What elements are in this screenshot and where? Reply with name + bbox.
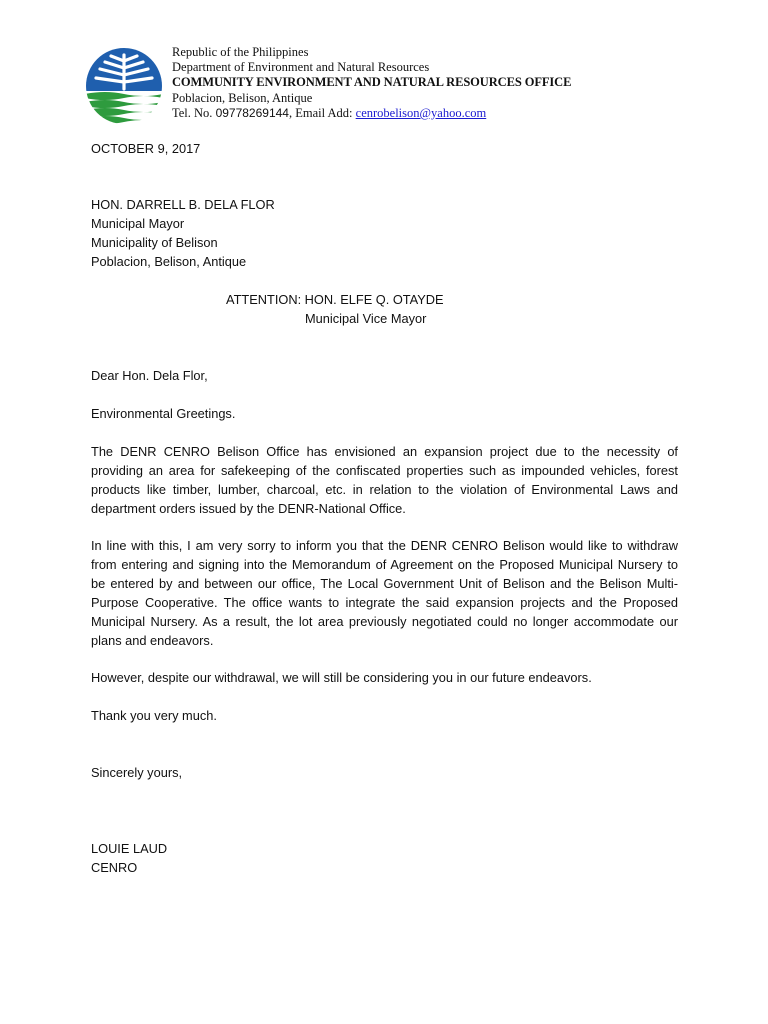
email-label: , Email Add: bbox=[288, 105, 356, 120]
email-link[interactable]: cenrobelison@yahoo.com bbox=[355, 105, 487, 120]
attention-block bbox=[226, 290, 444, 328]
body-paragraph-3: However, despite our withdrawal, we will still be considering you in our future endeavors. bbox=[91, 670, 592, 685]
addressee-block bbox=[91, 195, 275, 271]
signature-block bbox=[91, 839, 167, 877]
tel-number: 09778269144 bbox=[215, 105, 289, 120]
signer-position: CENRO bbox=[91, 860, 138, 875]
closing-line: Sincerely yours, bbox=[91, 765, 183, 780]
letterhead-office: COMMUNITY ENVIRONMENT AND NATURAL RESOURCES OFFICE bbox=[172, 75, 572, 90]
letterhead-department: Department of Environment and Natural Resources bbox=[172, 60, 430, 75]
tel-label: Tel. No. bbox=[172, 105, 216, 120]
letterhead-address: Poblacion, Belison, Antique bbox=[172, 90, 313, 105]
signer-name: LOUIE LAUD bbox=[91, 841, 168, 856]
thanks-line: Thank you very much. bbox=[91, 708, 217, 723]
greeting: Environmental Greetings. bbox=[91, 406, 236, 421]
body-paragraph-1: The DENR CENRO Belison Office has envisioned an expansion project due to the necessity of providing an area for safekeeping of the confiscated properties such as impounded vehicles, forest products like timber, lumber, charcoal, etc. in relation to the violation of Environmental Laws and department orders issued by the DENR-National Office. bbox=[91, 444, 678, 516]
denr-logo bbox=[85, 47, 163, 125]
letterhead bbox=[172, 45, 571, 121]
letterhead-contact bbox=[172, 106, 571, 121]
attention-title: Municipal Vice Mayor bbox=[305, 311, 427, 326]
addressee-name: HON. DARRELL B. DELA FLOR bbox=[91, 197, 275, 212]
letterhead-republic: Republic of the Philippines bbox=[172, 45, 309, 59]
addressee-office: Municipality of Belison bbox=[91, 235, 218, 250]
salutation: Dear Hon. Dela Flor, bbox=[91, 368, 208, 383]
addressee-title: Municipal Mayor bbox=[91, 216, 185, 231]
body-paragraph-2: In line with this, I am very sorry to inform you that the DENR CENRO Belison would like to withdraw from entering and signing into the Memorandum of Agreement on the Proposed Municipal Nursery to be entered by and between our office, The Local Government Unit of Belison and the Belison Multi-Purpose Cooperative. The office wants to integrate the said expansion projects and the Proposed Municipal Nursery. As a result, the lot area previously negotiated could no longer accommodate our plans and endeavors. bbox=[91, 538, 678, 648]
addressee-address: Poblacion, Belison, Antique bbox=[91, 254, 247, 269]
attention-line: ATTENTION: HON. ELFE Q. OTAYDE bbox=[226, 292, 444, 307]
letter-date: OCTOBER 9, 2017 bbox=[91, 141, 201, 156]
